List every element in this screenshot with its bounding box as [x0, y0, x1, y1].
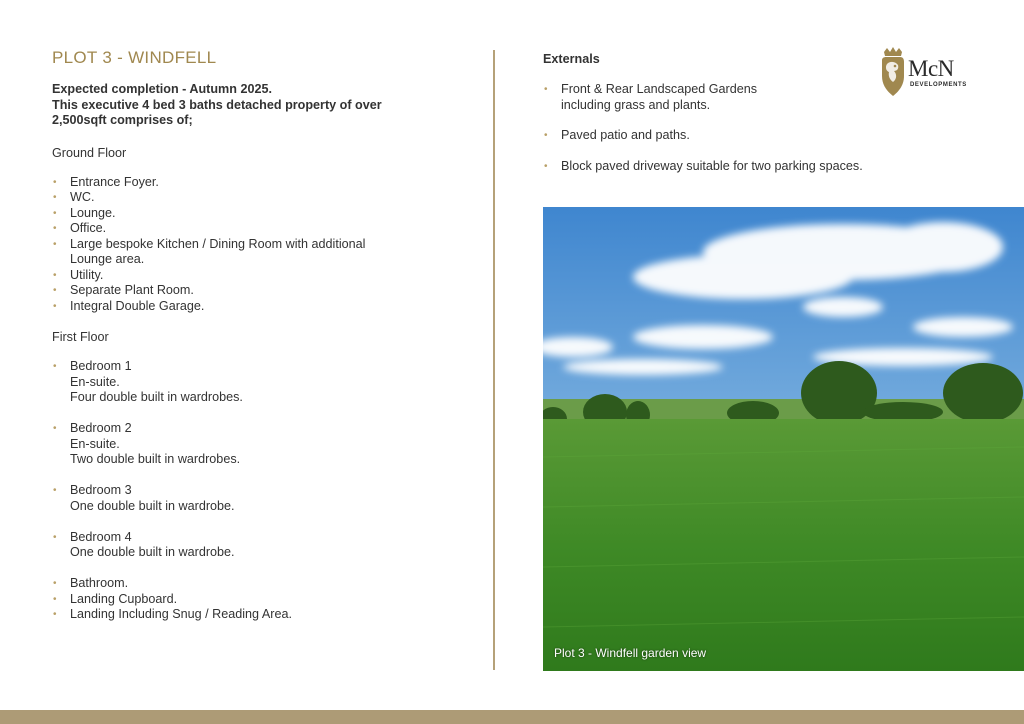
intro-line: This executive 4 bed 3 baths detached property of over: [52, 97, 382, 112]
list-item: [52, 607, 482, 623]
item-line: including grass and plants.: [561, 97, 711, 112]
item-line: En-suite.: [70, 436, 120, 451]
landscape-image: [543, 207, 1024, 671]
item-line: • Bedroom 3: [70, 483, 132, 497]
item-line: • Bathroom.: [70, 576, 129, 590]
item-line: En-suite.: [70, 374, 120, 389]
list-item: [52, 299, 482, 315]
list-item: [52, 483, 482, 514]
item-line: One double built in wardrobe.: [70, 498, 235, 513]
item-line: • WC.: [70, 190, 95, 204]
list-item: [52, 576, 482, 592]
list-item: [52, 283, 482, 299]
item-line: • Bedroom 4: [70, 529, 132, 544]
item-line: • Bedroom 2: [70, 421, 132, 435]
item-line: • Block paved driveway suitable for two parking spaces.: [561, 158, 863, 173]
item-line: One double built in wardrobe.: [70, 545, 235, 559]
lion-crest-icon: [876, 46, 908, 98]
item-line: Lounge area.: [70, 252, 145, 266]
item-line: • Paved patio and paths.: [561, 128, 690, 142]
item-line: • Lounge.: [70, 205, 116, 220]
externals-heading: Externals: [543, 52, 600, 66]
list-item: [52, 175, 482, 191]
company-logo: [876, 46, 976, 98]
column-divider: [493, 50, 495, 670]
list-item: [52, 592, 482, 608]
footer-band: [0, 710, 1024, 724]
item-line: • Bedroom 1: [70, 359, 132, 373]
list-item: [543, 128, 943, 144]
item-line: Four double built in wardrobes.: [70, 390, 243, 404]
left-column: [52, 48, 482, 623]
item-line: • Office.: [70, 221, 107, 235]
list-item: [52, 268, 482, 284]
list-item: [52, 421, 482, 468]
list-item: [52, 530, 482, 561]
item-line: • Front & Rear Landscaped Gardens: [561, 82, 758, 96]
list-item: [52, 206, 482, 222]
item-line: • Separate Plant Room.: [70, 283, 194, 297]
item-line: • Integral Double Garage.: [70, 298, 205, 313]
item-line: • Large bespoke Kitchen / Dining Room with additional: [70, 236, 366, 251]
garden-photo: [543, 207, 1024, 671]
plot-title: PLOT 3 - WINDFELL: [52, 48, 217, 67]
first-floor-list: [52, 359, 482, 623]
list-item: [52, 359, 482, 406]
intro-line: 2,500sqft comprises of;: [52, 113, 193, 127]
ground-floor-list: [52, 175, 482, 315]
ground-floor-heading: Ground Floor: [52, 145, 127, 160]
item-line: • Entrance Foyer.: [70, 174, 159, 189]
first-floor-heading: First Floor: [52, 330, 109, 344]
item-line: • Utility.: [70, 267, 104, 282]
list-item: [52, 190, 482, 206]
list-item: [543, 159, 943, 175]
photo-caption: Plot 3 - Windfell garden view: [554, 646, 707, 660]
list-item: [52, 221, 482, 237]
logo-wordmark: McN: [908, 56, 954, 81]
item-line: • Landing Including Snug / Reading Area.: [70, 607, 292, 621]
intro-text: [52, 82, 482, 129]
item-line: • Landing Cupboard.: [70, 591, 178, 606]
item-line: Two double built in wardrobes.: [70, 452, 241, 466]
list-item: [52, 237, 482, 268]
intro-line: Expected completion - Autumn 2025.: [52, 82, 272, 96]
logo-subtitle: DEVELOPMENTS: [910, 82, 967, 88]
